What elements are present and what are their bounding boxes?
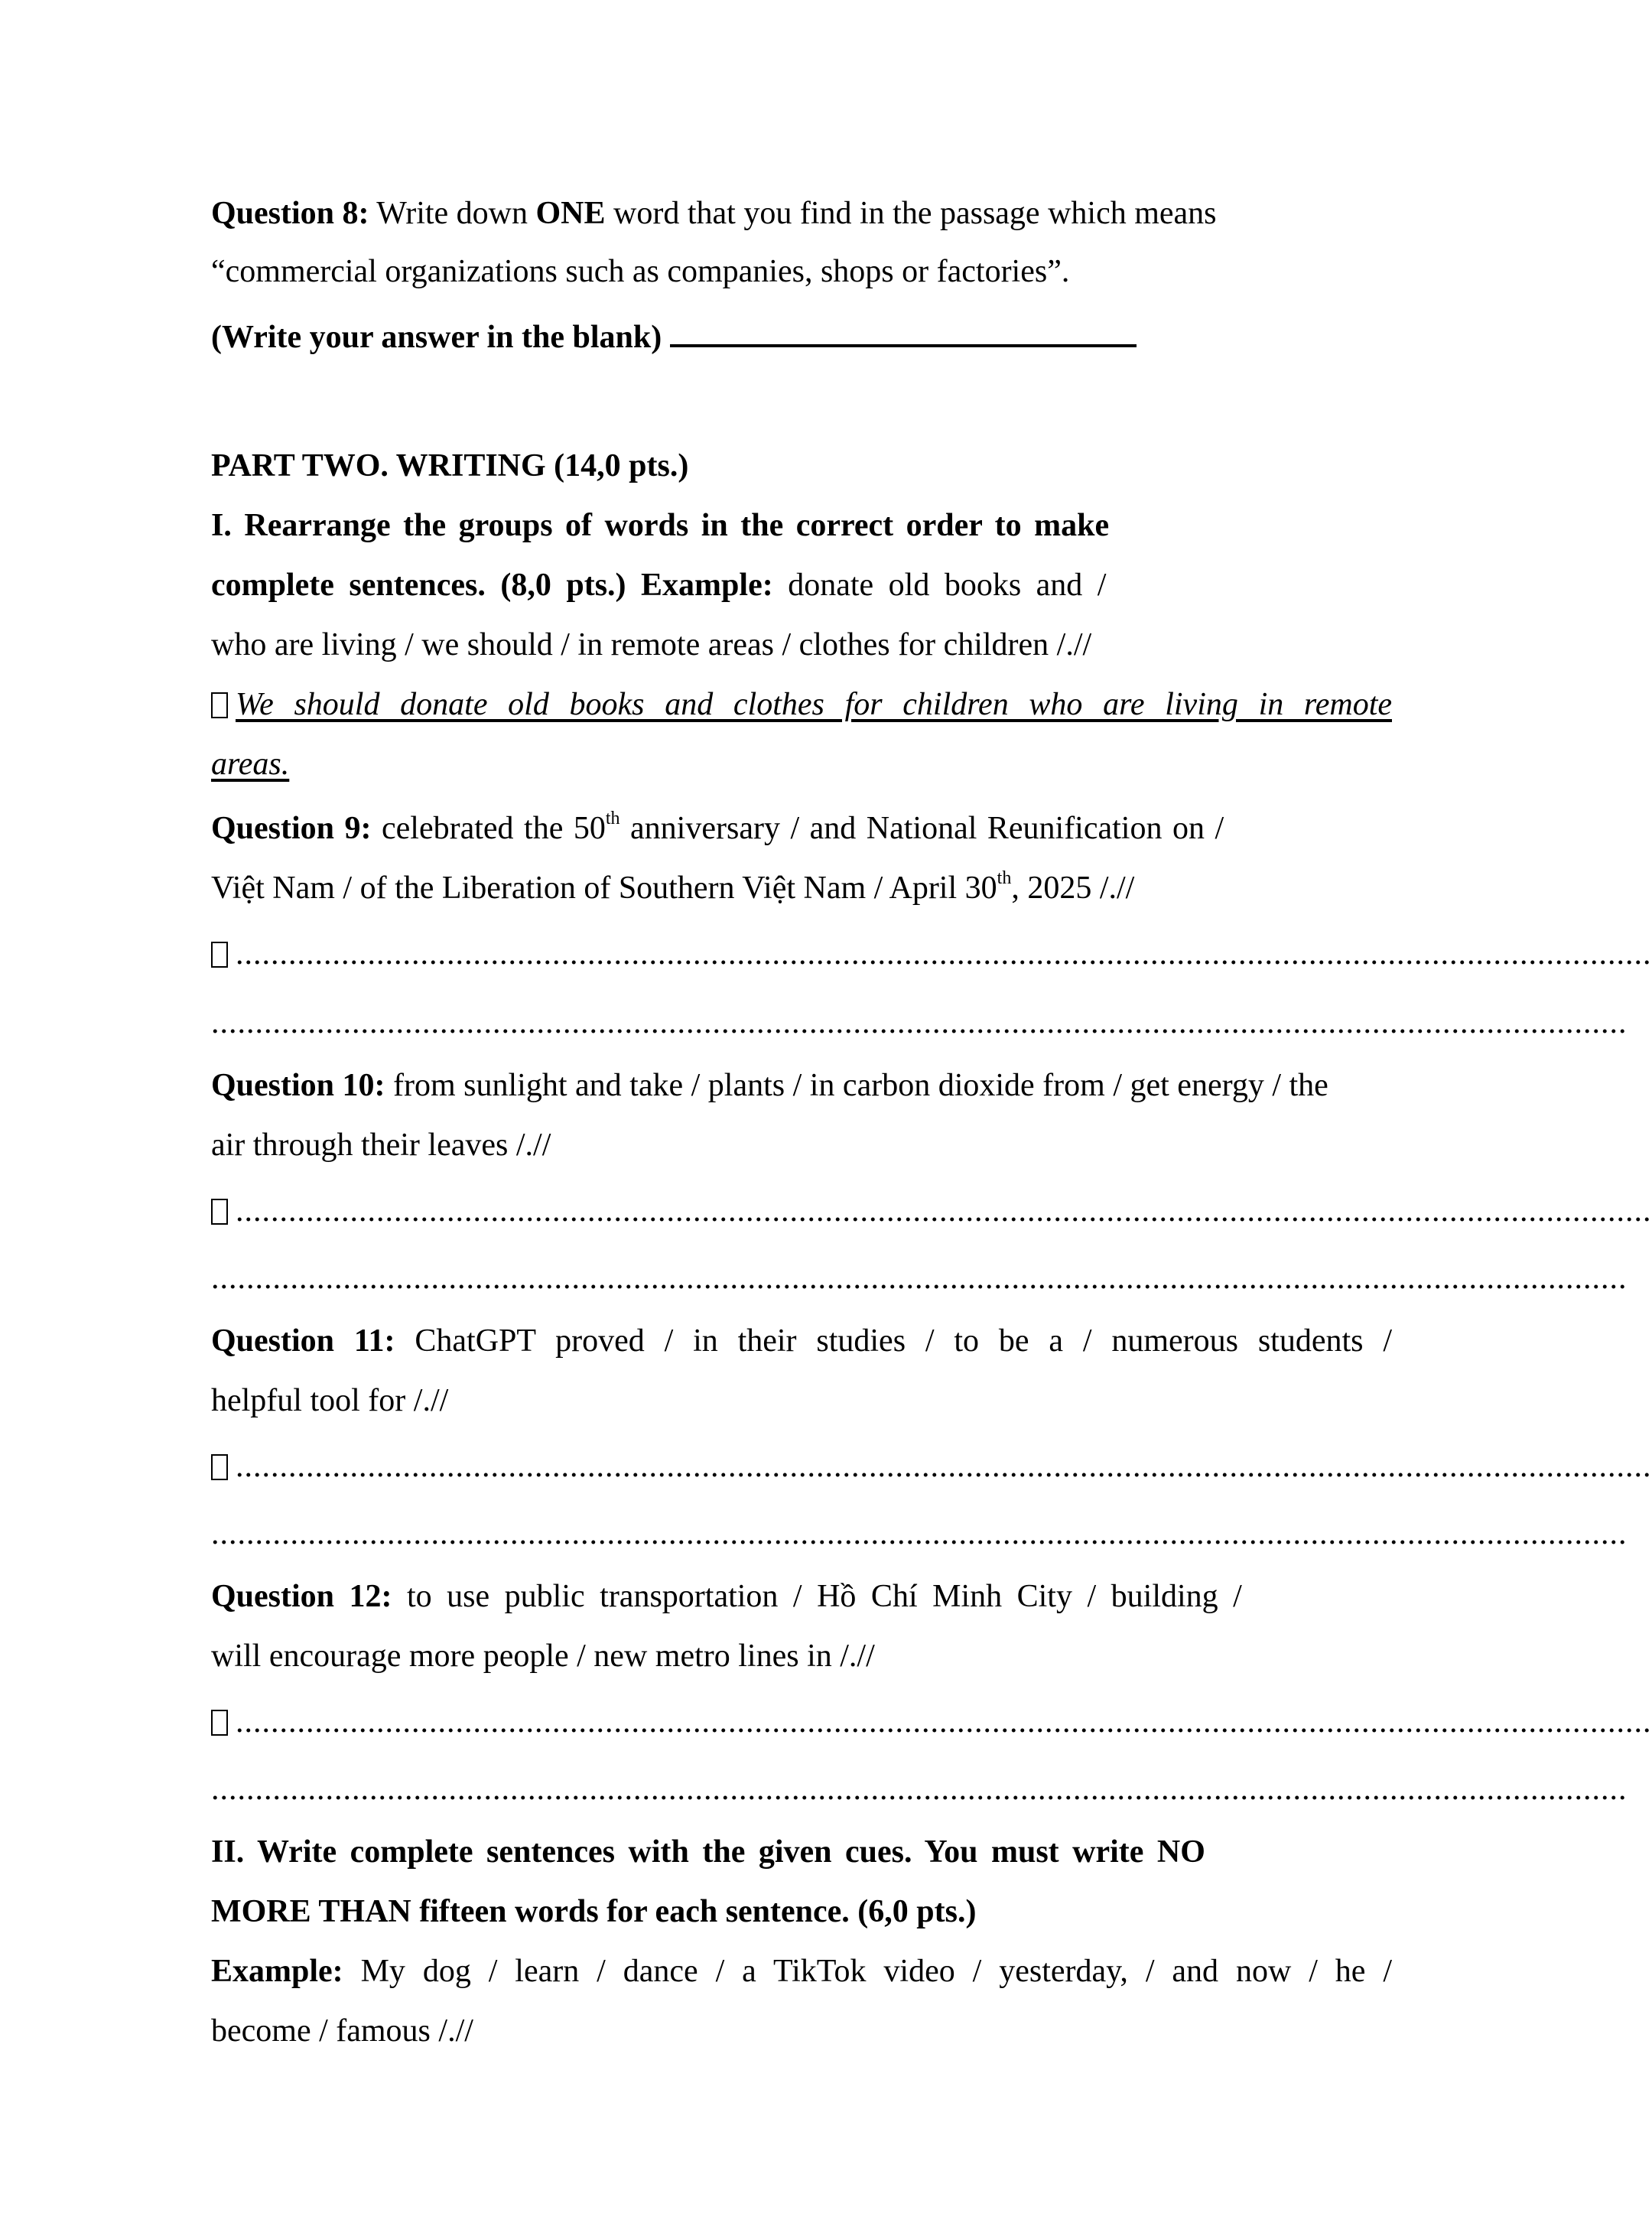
answer-dots: .................................................................................................................................................................: [236, 1449, 1652, 1484]
section2-example-line-1: [211, 1941, 1392, 2001]
q11-label: Question 11:: [211, 1323, 395, 1359]
q10-line-1: [211, 1056, 1392, 1115]
q8-answer-prompt: (Write your answer in the blank): [211, 320, 670, 355]
q11-text-a: ChatGPT proved / in their studies / to be a / numerous students /: [395, 1323, 1392, 1359]
q8-emphasis-one: ONE: [535, 196, 606, 231]
section2-line-1: [211, 1822, 1392, 1882]
part-two-heading: PART TWO. WRITING (14,0 pts.): [211, 448, 689, 483]
q12-text-b: will encourage more people / new metro lines in /.//: [211, 1639, 875, 1674]
section2-roman: II.: [211, 1834, 245, 1870]
section1-example-answer-a: We should donate old books and clothes for children who are living in remote: [236, 687, 1392, 722]
q12-answer-line-2[interactable]: [211, 1759, 1628, 1822]
q8-answer-blank[interactable]: [670, 315, 1137, 347]
section1-example-answer-line-2: [211, 734, 1392, 799]
q8-label: Question 8:: [211, 196, 369, 231]
arrow-icon: [211, 942, 228, 968]
q10-text-b: air through their leaves /.//: [211, 1128, 551, 1163]
section2-instruction: Write complete sentences with the given cues. You must write NO: [244, 1834, 1205, 1870]
section1-example-answer-line-1: [211, 675, 1392, 734]
section2-points: MORE THAN fifteen words for each sentence. (6,0 pts.): [211, 1894, 977, 1929]
q9-answer-line-2[interactable]: [211, 993, 1628, 1056]
q9-superscript-2: th: [997, 868, 1012, 888]
q11-line-2: [211, 1371, 1392, 1437]
answer-dots: .................................................................................................................................................................: [211, 1516, 1628, 1551]
spacer: [211, 367, 1392, 436]
q12-line-2: [211, 1626, 1392, 1692]
section2-example-b: become / famous /.//: [211, 2013, 473, 2049]
section1-points: complete sentences. (8,0 pts.): [211, 568, 626, 603]
answer-dots: .................................................................................................................................................................: [211, 1005, 1628, 1040]
q11-text-b: helpful tool for /.//: [211, 1383, 449, 1418]
answer-dots: .................................................................................................................................................................: [211, 1261, 1628, 1296]
worksheet-page: [211, 184, 1652, 2061]
q10-label: Question 10:: [211, 1068, 385, 1103]
arrow-icon: [211, 692, 228, 718]
q12-text-a: to use public transportation / Hồ Chí Minh City / building /: [392, 1579, 1242, 1614]
arrow-icon: [211, 1710, 228, 1736]
q8-definition: “commercial organizations such as companies, shops or factories”.: [211, 254, 1070, 289]
section1-line-3: [211, 615, 1392, 675]
section2-example-line-2: [211, 2001, 1392, 2061]
section1-example-words-a: donate old books and /: [772, 568, 1107, 603]
section1-line-2: [211, 555, 1392, 615]
q8-text-b: word that you find in the passage which means: [605, 196, 1217, 231]
answer-dots: .................................................................................................................................................................: [211, 1772, 1628, 1807]
q9-text-a: celebrated the 50: [371, 811, 606, 846]
q10-text-a: from sunlight and take / plants / in carbon dioxide from / get energy / the: [385, 1068, 1328, 1103]
section1-example-label: Example:: [641, 568, 773, 603]
q11-line-1: [211, 1311, 1392, 1371]
q9-text-d: , 2025 /.//: [1011, 871, 1135, 906]
section1-example-answer-b: areas.: [211, 747, 290, 782]
q9-text-b: anniversary / and National Reunification on /: [620, 811, 1224, 846]
q11-answer-line-2[interactable]: [211, 1504, 1628, 1567]
section1-roman: I.: [211, 508, 232, 543]
q9-answer-line-1[interactable]: [211, 924, 1652, 993]
q9-line-1: [211, 799, 1392, 858]
section1-line-1: [211, 496, 1392, 555]
arrow-icon: [211, 1199, 228, 1225]
q8-answer-line: [211, 308, 1392, 367]
q12-label: Question 12:: [211, 1579, 392, 1614]
answer-dots: .................................................................................................................................................................: [236, 936, 1652, 972]
q9-superscript-1: th: [605, 809, 620, 828]
section2-example-label: Example:: [211, 1954, 343, 1989]
q9-text-c: Việt Nam / of the Liberation of Southern Việt Nam / April 30: [211, 871, 997, 906]
answer-dots: .................................................................................................................................................................: [236, 1704, 1652, 1740]
arrow-icon: [211, 1454, 228, 1480]
q12-line-1: [211, 1567, 1392, 1626]
q10-line-2: [211, 1115, 1392, 1181]
answer-dots: .................................................................................................................................................................: [236, 1193, 1652, 1229]
q9-label: Question 9:: [211, 811, 372, 846]
q10-answer-line-1[interactable]: [211, 1181, 1652, 1248]
q8-text-a: Write down: [369, 196, 536, 231]
q8-line-1: [211, 184, 1392, 242]
q9-line-2: [211, 858, 1392, 924]
section1-instruction: Rearrange the groups of words in the correct order to make: [231, 508, 1110, 543]
q11-answer-line-1[interactable]: [211, 1437, 1652, 1504]
q8-line-2: [211, 242, 1392, 308]
q10-answer-line-2[interactable]: [211, 1248, 1628, 1311]
section2-example-a: My dog / learn / dance / a TikTok video / yesterday, / and now / he /: [343, 1954, 1392, 1989]
q12-answer-line-1[interactable]: [211, 1692, 1652, 1759]
section1-example-words-b: who are living / we should / in remote areas / clothes for children /.//: [211, 627, 1092, 662]
